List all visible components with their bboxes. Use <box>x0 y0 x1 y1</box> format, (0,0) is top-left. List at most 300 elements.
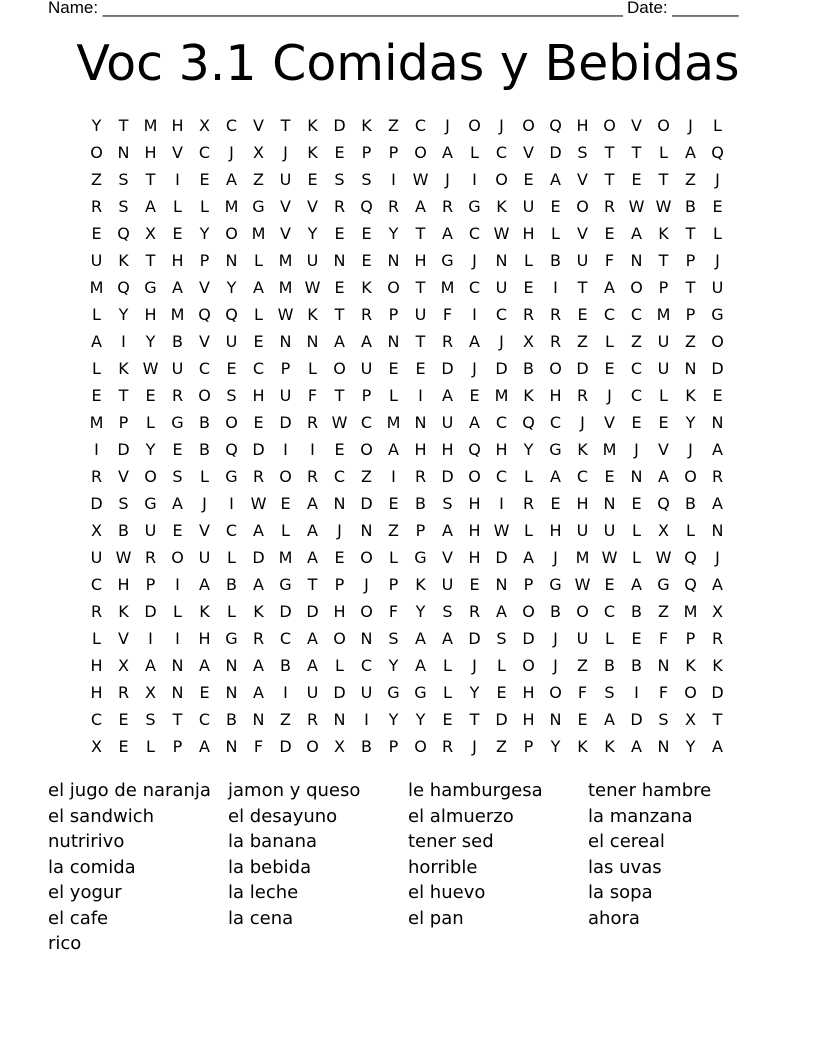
grid-letter[interactable]: H <box>171 116 184 135</box>
grid-letter[interactable]: R <box>171 386 184 405</box>
grid-letter[interactable]: P <box>172 737 183 756</box>
grid-letter[interactable]: C <box>90 710 103 729</box>
grid-letter[interactable]: B <box>685 197 696 216</box>
grid-letter[interactable]: G <box>549 575 562 594</box>
grid-letter[interactable]: K <box>577 737 588 756</box>
grid-letter[interactable]: L <box>605 629 614 648</box>
grid-letter[interactable]: J <box>202 494 207 513</box>
grid-letter[interactable]: V <box>172 143 183 162</box>
grid-letter[interactable]: C <box>225 116 238 135</box>
grid-letter[interactable]: I <box>121 332 126 351</box>
grid-letter[interactable]: B <box>604 656 615 675</box>
grid-letter[interactable]: X <box>685 710 696 729</box>
grid-letter[interactable]: P <box>388 737 399 756</box>
grid-letter[interactable]: A <box>145 656 156 675</box>
grid-letter[interactable]: N <box>225 251 238 270</box>
grid-letter[interactable]: Q <box>549 116 562 135</box>
grid-letter[interactable]: Z <box>361 467 372 486</box>
grid-letter[interactable]: L <box>659 143 668 162</box>
grid-letter[interactable]: U <box>90 548 103 567</box>
grid-letter[interactable]: A <box>172 494 183 513</box>
grid-letter[interactable]: A <box>685 143 696 162</box>
grid-letter[interactable]: N <box>711 413 724 432</box>
grid-letter[interactable]: L <box>524 467 533 486</box>
grid-letter[interactable]: Y <box>523 440 534 459</box>
grid-letter[interactable]: A <box>226 170 237 189</box>
grid-letter[interactable]: J <box>283 143 288 162</box>
grid-letter[interactable]: V <box>577 224 588 243</box>
grid-letter[interactable]: I <box>634 683 639 702</box>
grid-letter[interactable]: Z <box>496 737 507 756</box>
grid-letter[interactable]: L <box>443 656 452 675</box>
grid-letter[interactable]: Y <box>388 656 399 675</box>
grid-letter[interactable]: B <box>226 575 237 594</box>
grid-letter[interactable]: R <box>414 467 427 486</box>
grid-letter[interactable]: Z <box>388 116 399 135</box>
grid-letter[interactable]: O <box>522 602 535 621</box>
grid-letter[interactable]: B <box>631 656 642 675</box>
grid-letter[interactable]: Y <box>91 116 102 135</box>
grid-letter[interactable]: J <box>229 143 234 162</box>
grid-letter[interactable]: E <box>334 143 345 162</box>
grid-letter[interactable]: O <box>225 224 238 243</box>
grid-letter[interactable]: U <box>360 683 373 702</box>
grid-letter[interactable]: N <box>387 332 400 351</box>
grid-letter[interactable]: I <box>175 575 180 594</box>
grid-letter[interactable]: D <box>279 737 292 756</box>
grid-letter[interactable]: T <box>145 251 156 270</box>
grid-letter[interactable]: V <box>280 197 291 216</box>
grid-letter[interactable]: C <box>360 413 373 432</box>
grid-letter[interactable]: L <box>713 116 722 135</box>
grid-letter[interactable]: Q <box>684 575 697 594</box>
grid-letter[interactable]: L <box>632 521 641 540</box>
grid-letter[interactable]: P <box>523 737 534 756</box>
grid-letter[interactable]: L <box>632 548 641 567</box>
grid-letter[interactable]: K <box>118 602 129 621</box>
grid-letter[interactable]: B <box>280 656 291 675</box>
grid-letter[interactable]: Q <box>198 305 211 324</box>
grid-letter[interactable]: C <box>468 224 481 243</box>
grid-letter[interactable]: U <box>657 332 670 351</box>
grid-letter[interactable]: Y <box>685 737 696 756</box>
grid-letter[interactable]: S <box>172 467 183 486</box>
grid-letter[interactable]: C <box>90 575 103 594</box>
grid-letter[interactable]: E <box>712 386 723 405</box>
grid-letter[interactable]: U <box>279 386 292 405</box>
grid-letter[interactable]: X <box>658 521 669 540</box>
grid-letter[interactable]: J <box>445 170 450 189</box>
grid-letter[interactable]: A <box>172 278 183 297</box>
grid-letter[interactable]: P <box>685 251 696 270</box>
grid-letter[interactable]: H <box>576 116 589 135</box>
grid-letter[interactable]: G <box>387 683 400 702</box>
grid-letter[interactable]: A <box>442 143 453 162</box>
grid-letter[interactable]: T <box>658 170 669 189</box>
grid-letter[interactable]: Y <box>145 332 156 351</box>
grid-letter[interactable]: D <box>144 602 157 621</box>
grid-letter[interactable]: H <box>468 494 481 513</box>
grid-letter[interactable]: R <box>549 332 562 351</box>
grid-letter[interactable]: O <box>360 548 373 567</box>
grid-letter[interactable]: D <box>90 494 103 513</box>
grid-letter[interactable]: O <box>549 683 562 702</box>
grid-letter[interactable]: U <box>711 278 724 297</box>
grid-letter[interactable]: N <box>657 737 670 756</box>
grid-letter[interactable]: W <box>493 521 510 540</box>
grid-letter[interactable]: S <box>496 629 507 648</box>
grid-letter[interactable]: L <box>713 224 722 243</box>
grid-letter[interactable]: E <box>388 494 399 513</box>
grid-letter[interactable]: N <box>495 251 508 270</box>
grid-letter[interactable]: V <box>199 278 210 297</box>
grid-letter[interactable]: Y <box>145 440 156 459</box>
grid-letter[interactable]: A <box>307 494 318 513</box>
grid-letter[interactable]: G <box>657 575 670 594</box>
grid-letter[interactable]: J <box>607 386 612 405</box>
grid-letter[interactable]: W <box>601 548 618 567</box>
grid-letter[interactable]: O <box>603 116 616 135</box>
grid-letter[interactable]: F <box>388 602 399 621</box>
grid-letter[interactable]: T <box>469 710 480 729</box>
grid-letter[interactable]: R <box>144 548 157 567</box>
grid-letter[interactable]: M <box>251 224 266 243</box>
grid-letter[interactable]: R <box>252 467 265 486</box>
grid-letter[interactable]: I <box>283 440 288 459</box>
grid-letter[interactable]: R <box>441 197 454 216</box>
grid-letter[interactable]: Z <box>280 710 291 729</box>
grid-letter[interactable]: H <box>522 710 535 729</box>
grid-letter[interactable]: J <box>472 251 477 270</box>
grid-letter[interactable]: N <box>252 710 265 729</box>
grid-letter[interactable]: U <box>495 278 508 297</box>
grid-letter[interactable]: K <box>118 251 129 270</box>
grid-letter[interactable]: A <box>604 710 615 729</box>
grid-letter[interactable]: A <box>307 629 318 648</box>
grid-letter[interactable]: V <box>442 548 453 567</box>
grid-letter[interactable]: E <box>523 170 534 189</box>
grid-letter[interactable]: E <box>172 224 183 243</box>
grid-letter[interactable]: Z <box>577 332 588 351</box>
grid-letter[interactable]: Z <box>631 332 642 351</box>
grid-letter[interactable]: P <box>388 575 399 594</box>
grid-letter[interactable]: X <box>199 116 210 135</box>
grid-letter[interactable]: T <box>604 170 615 189</box>
grid-letter[interactable]: R <box>549 305 562 324</box>
grid-letter[interactable]: C <box>495 305 508 324</box>
grid-letter[interactable]: J <box>445 116 450 135</box>
date-field-label[interactable]: Date: _______ <box>627 0 739 17</box>
grid-letter[interactable]: A <box>334 332 345 351</box>
grid-letter[interactable]: E <box>253 332 264 351</box>
grid-letter[interactable]: E <box>172 521 183 540</box>
grid-letter[interactable]: C <box>630 386 643 405</box>
grid-letter[interactable]: I <box>175 629 180 648</box>
grid-letter[interactable]: I <box>310 440 315 459</box>
grid-letter[interactable]: U <box>576 251 589 270</box>
grid-letter[interactable]: O <box>522 116 535 135</box>
grid-letter[interactable]: O <box>144 467 157 486</box>
grid-letter[interactable]: M <box>575 548 590 567</box>
grid-letter[interactable]: H <box>468 521 481 540</box>
grid-letter[interactable]: X <box>91 737 102 756</box>
grid-letter[interactable]: O <box>306 737 319 756</box>
grid-letter[interactable]: N <box>171 683 184 702</box>
grid-letter[interactable]: O <box>468 467 481 486</box>
grid-letter[interactable]: G <box>441 251 454 270</box>
grid-letter[interactable]: P <box>280 359 291 378</box>
grid-letter[interactable]: F <box>253 737 264 756</box>
grid-letter[interactable]: N <box>333 251 346 270</box>
grid-letter[interactable]: G <box>225 467 238 486</box>
grid-letter[interactable]: H <box>144 305 157 324</box>
grid-letter[interactable]: R <box>333 197 346 216</box>
grid-letter[interactable]: E <box>604 224 615 243</box>
grid-letter[interactable]: M <box>440 278 455 297</box>
grid-letter[interactable]: A <box>712 575 723 594</box>
grid-letter[interactable]: D <box>117 440 130 459</box>
grid-letter[interactable]: R <box>306 467 319 486</box>
grid-letter[interactable]: C <box>495 143 508 162</box>
grid-letter[interactable]: G <box>279 575 292 594</box>
grid-letter[interactable]: C <box>252 359 265 378</box>
grid-letter[interactable]: W <box>331 413 348 432</box>
grid-letter[interactable]: L <box>173 197 182 216</box>
grid-letter[interactable]: D <box>360 494 373 513</box>
grid-letter[interactable]: Y <box>415 710 426 729</box>
grid-letter[interactable]: W <box>304 278 321 297</box>
grid-letter[interactable]: I <box>175 170 180 189</box>
grid-letter[interactable]: I <box>364 710 369 729</box>
grid-letter[interactable]: F <box>577 683 588 702</box>
grid-letter[interactable]: S <box>442 602 453 621</box>
grid-letter[interactable]: E <box>334 548 345 567</box>
grid-letter[interactable]: S <box>118 170 129 189</box>
grid-letter[interactable]: P <box>523 575 534 594</box>
grid-letter[interactable]: S <box>334 170 345 189</box>
grid-letter[interactable]: J <box>553 629 558 648</box>
grid-letter[interactable]: X <box>523 332 534 351</box>
grid-letter[interactable]: L <box>92 629 101 648</box>
name-field-label[interactable]: Name: _______________________________________________________ <box>48 0 623 17</box>
grid-letter[interactable]: D <box>306 602 319 621</box>
grid-letter[interactable]: Z <box>253 170 264 189</box>
grid-letter[interactable]: D <box>333 683 346 702</box>
grid-letter[interactable]: K <box>307 116 318 135</box>
grid-letter[interactable]: A <box>712 440 723 459</box>
grid-letter[interactable]: F <box>658 683 669 702</box>
grid-letter[interactable]: Q <box>117 224 130 243</box>
grid-letter[interactable]: P <box>685 629 696 648</box>
grid-letter[interactable]: Y <box>307 224 318 243</box>
grid-letter[interactable]: W <box>412 170 429 189</box>
grid-letter[interactable]: T <box>658 251 669 270</box>
grid-letter[interactable]: K <box>253 602 264 621</box>
grid-letter[interactable]: B <box>118 521 129 540</box>
grid-letter[interactable]: J <box>499 116 504 135</box>
grid-letter[interactable]: D <box>441 467 454 486</box>
grid-letter[interactable]: M <box>278 251 293 270</box>
grid-letter[interactable]: U <box>171 359 184 378</box>
grid-letter[interactable]: B <box>199 440 210 459</box>
grid-letter[interactable]: D <box>468 629 481 648</box>
grid-letter[interactable]: L <box>227 602 236 621</box>
grid-letter[interactable]: B <box>172 332 183 351</box>
grid-letter[interactable]: T <box>118 116 129 135</box>
grid-letter[interactable]: N <box>171 656 184 675</box>
grid-letter[interactable]: X <box>118 656 129 675</box>
grid-letter[interactable]: E <box>631 413 642 432</box>
grid-letter[interactable]: A <box>199 737 210 756</box>
grid-letter[interactable]: D <box>252 548 265 567</box>
grid-letter[interactable]: E <box>496 683 507 702</box>
grid-letter[interactable]: K <box>361 278 372 297</box>
grid-letter[interactable]: A <box>253 521 264 540</box>
grid-letter[interactable]: E <box>361 251 372 270</box>
grid-letter[interactable]: X <box>145 683 156 702</box>
grid-letter[interactable]: J <box>364 575 369 594</box>
grid-letter[interactable]: O <box>333 359 346 378</box>
grid-letter[interactable]: A <box>307 521 318 540</box>
grid-letter[interactable]: B <box>550 251 561 270</box>
grid-letter[interactable]: S <box>658 710 669 729</box>
grid-letter[interactable]: J <box>337 521 342 540</box>
grid-letter[interactable]: D <box>279 602 292 621</box>
grid-letter[interactable]: C <box>468 278 481 297</box>
grid-letter[interactable]: U <box>225 332 238 351</box>
grid-letter[interactable]: Y <box>199 224 210 243</box>
grid-letter[interactable]: Y <box>469 683 480 702</box>
grid-letter[interactable]: I <box>94 440 99 459</box>
grid-letter[interactable]: E <box>604 359 615 378</box>
grid-letter[interactable]: N <box>306 332 319 351</box>
grid-letter[interactable]: O <box>468 116 481 135</box>
grid-letter[interactable]: X <box>712 602 723 621</box>
grid-letter[interactable]: N <box>333 494 346 513</box>
grid-letter[interactable]: U <box>657 359 670 378</box>
grid-letter[interactable]: L <box>92 305 101 324</box>
grid-letter[interactable]: L <box>551 224 560 243</box>
grid-letter[interactable]: N <box>603 494 616 513</box>
grid-letter[interactable]: L <box>146 737 155 756</box>
grid-letter[interactable]: P <box>361 143 372 162</box>
grid-letter[interactable]: B <box>631 602 642 621</box>
grid-letter[interactable]: Q <box>522 413 535 432</box>
grid-letter[interactable]: H <box>90 656 103 675</box>
grid-letter[interactable]: L <box>524 251 533 270</box>
grid-letter[interactable]: H <box>333 602 346 621</box>
grid-letter[interactable]: R <box>603 197 616 216</box>
grid-letter[interactable]: E <box>388 359 399 378</box>
grid-letter[interactable]: R <box>441 332 454 351</box>
grid-letter[interactable]: A <box>631 224 642 243</box>
grid-letter[interactable]: N <box>414 413 427 432</box>
grid-letter[interactable]: E <box>631 629 642 648</box>
grid-letter[interactable]: H <box>252 386 265 405</box>
grid-letter[interactable]: U <box>144 521 157 540</box>
grid-letter[interactable]: I <box>472 305 477 324</box>
grid-letter[interactable]: P <box>658 278 669 297</box>
grid-letter[interactable]: K <box>685 386 696 405</box>
grid-letter[interactable]: P <box>118 413 129 432</box>
grid-letter[interactable]: K <box>496 197 507 216</box>
grid-letter[interactable]: Q <box>657 494 670 513</box>
grid-letter[interactable]: S <box>118 494 129 513</box>
grid-letter[interactable]: A <box>469 413 480 432</box>
grid-letter[interactable]: V <box>118 629 129 648</box>
grid-letter[interactable]: E <box>415 359 426 378</box>
grid-letter[interactable]: G <box>144 278 157 297</box>
grid-letter[interactable]: K <box>361 116 372 135</box>
grid-letter[interactable]: C <box>198 143 211 162</box>
grid-letter[interactable]: C <box>279 629 292 648</box>
grid-letter[interactable]: N <box>279 332 292 351</box>
grid-letter[interactable]: Z <box>91 170 102 189</box>
grid-letter[interactable]: O <box>171 548 184 567</box>
grid-letter[interactable]: S <box>226 386 237 405</box>
grid-letter[interactable]: J <box>715 170 720 189</box>
grid-letter[interactable]: E <box>91 224 102 243</box>
grid-letter[interactable]: A <box>388 440 399 459</box>
grid-letter[interactable]: N <box>360 521 373 540</box>
grid-letter[interactable]: O <box>657 116 670 135</box>
grid-letter[interactable]: H <box>522 683 535 702</box>
grid-letter[interactable]: D <box>495 710 508 729</box>
grid-letter[interactable]: T <box>577 278 588 297</box>
grid-letter[interactable]: C <box>360 656 373 675</box>
grid-letter[interactable]: L <box>686 521 695 540</box>
grid-letter[interactable]: P <box>334 575 345 594</box>
grid-letter[interactable]: O <box>495 170 508 189</box>
grid-letter[interactable]: K <box>577 440 588 459</box>
grid-letter[interactable]: C <box>198 359 211 378</box>
grid-letter[interactable]: O <box>576 197 589 216</box>
grid-letter[interactable]: N <box>387 251 400 270</box>
grid-letter[interactable]: Z <box>685 170 696 189</box>
grid-letter[interactable]: Q <box>225 440 238 459</box>
grid-letter[interactable]: H <box>171 251 184 270</box>
grid-letter[interactable]: F <box>658 629 669 648</box>
grid-letter[interactable]: R <box>441 737 454 756</box>
grid-letter[interactable]: S <box>442 494 453 513</box>
grid-letter[interactable]: E <box>334 278 345 297</box>
grid-letter[interactable]: S <box>361 170 372 189</box>
grid-letter[interactable]: X <box>91 521 102 540</box>
grid-letter[interactable]: L <box>227 548 236 567</box>
grid-letter[interactable]: S <box>577 143 588 162</box>
grid-letter[interactable]: G <box>468 197 481 216</box>
grid-letter[interactable]: Y <box>388 710 399 729</box>
grid-letter[interactable]: O <box>198 386 211 405</box>
grid-letter[interactable]: M <box>386 413 401 432</box>
grid-letter[interactable]: C <box>603 305 616 324</box>
grid-letter[interactable]: M <box>143 116 158 135</box>
grid-letter[interactable]: R <box>711 467 724 486</box>
grid-letter[interactable]: E <box>469 386 480 405</box>
grid-letter[interactable]: A <box>442 629 453 648</box>
grid-letter[interactable]: R <box>576 386 589 405</box>
grid-letter[interactable]: A <box>307 548 318 567</box>
grid-letter[interactable]: E <box>118 737 129 756</box>
grid-letter[interactable]: X <box>334 737 345 756</box>
grid-letter[interactable]: B <box>415 494 426 513</box>
grid-letter[interactable]: N <box>630 467 643 486</box>
grid-letter[interactable]: U <box>441 575 454 594</box>
grid-letter[interactable]: J <box>688 440 693 459</box>
grid-letter[interactable]: L <box>389 386 398 405</box>
grid-letter[interactable]: J <box>715 548 720 567</box>
grid-letter[interactable]: N <box>630 251 643 270</box>
